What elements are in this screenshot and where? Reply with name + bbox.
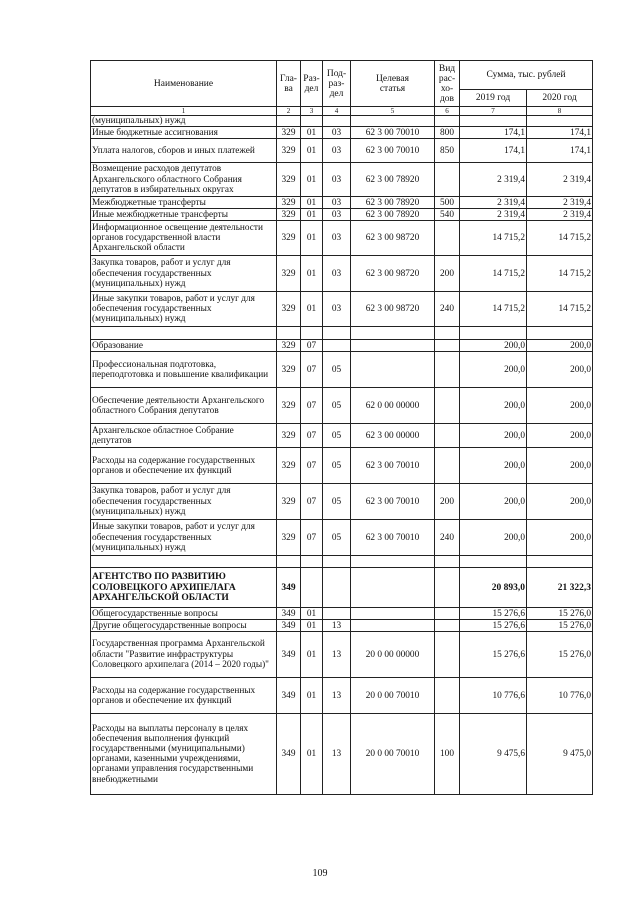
row-chapter bbox=[277, 327, 301, 340]
row-subsection: 03 bbox=[323, 292, 351, 327]
table-row bbox=[91, 424, 593, 448]
row-exptype: 240 bbox=[435, 292, 460, 327]
row-section bbox=[301, 556, 323, 568]
row-exptype bbox=[435, 568, 460, 608]
row-sum-2020 bbox=[527, 556, 593, 568]
row-chapter: 329 bbox=[277, 424, 301, 448]
row-target: 20 0 00 70010 bbox=[351, 678, 435, 714]
row-sum-2020: 200,0 bbox=[527, 352, 593, 388]
row-exptype bbox=[435, 116, 460, 127]
row-exptype bbox=[435, 556, 460, 568]
header-num: 4 bbox=[323, 107, 351, 116]
row-target bbox=[351, 556, 435, 568]
row-subsection bbox=[323, 568, 351, 608]
row-sum-2019: 200,0 bbox=[460, 424, 527, 448]
row-sum-2019: 15 276,6 bbox=[460, 608, 527, 620]
row-exptype: 800 bbox=[435, 127, 460, 139]
budget-table bbox=[90, 60, 593, 795]
row-section: 01 bbox=[301, 620, 323, 632]
row-subsection bbox=[323, 608, 351, 620]
row-exptype bbox=[435, 424, 460, 448]
row-section: 07 bbox=[301, 520, 323, 556]
row-name: Расходы на содержание государственных органов и обеспечение их функций bbox=[91, 678, 277, 714]
row-section: 01 bbox=[301, 608, 323, 620]
row-sum-2019 bbox=[460, 327, 527, 340]
row-section: 07 bbox=[301, 340, 323, 352]
header-num: 1 bbox=[91, 107, 277, 116]
row-exptype: 100 bbox=[435, 714, 460, 795]
row-chapter: 329 bbox=[277, 256, 301, 292]
row-subsection: 05 bbox=[323, 352, 351, 388]
row-target: 62 3 00 78920 bbox=[351, 197, 435, 209]
row-target bbox=[351, 327, 435, 340]
row-subsection: 03 bbox=[323, 139, 351, 163]
row-subsection: 13 bbox=[323, 632, 351, 678]
row-section: 01 bbox=[301, 221, 323, 256]
row-target bbox=[351, 608, 435, 620]
table-row bbox=[91, 127, 593, 139]
row-name: Возмещение расходов депутатов Архангельского областного Собрания депутатов в избирательных округах bbox=[91, 163, 277, 197]
header-section: Раз- дел bbox=[301, 61, 323, 107]
row-sum-2020 bbox=[527, 327, 593, 340]
row-sum-2020: 200,0 bbox=[527, 388, 593, 424]
row-chapter: 329 bbox=[277, 292, 301, 327]
header-2020: 2020 год bbox=[527, 90, 593, 107]
row-exptype: 240 bbox=[435, 520, 460, 556]
row-target: 62 3 00 00000 bbox=[351, 424, 435, 448]
row-name: Обеспечение деятельности Архангельского областного Собрания депутатов bbox=[91, 388, 277, 424]
table-row bbox=[91, 327, 593, 340]
row-subsection: 03 bbox=[323, 197, 351, 209]
header-num: 6 bbox=[435, 107, 460, 116]
table-row bbox=[91, 116, 593, 127]
row-sum-2020: 9 475,0 bbox=[527, 714, 593, 795]
row-target: 62 3 00 98720 bbox=[351, 221, 435, 256]
row-section bbox=[301, 116, 323, 127]
row-chapter: 329 bbox=[277, 388, 301, 424]
row-sum-2019: 200,0 bbox=[460, 340, 527, 352]
row-name: Профессиональная подготовка, переподготовка и повышение квалификации bbox=[91, 352, 277, 388]
row-sum-2019: 20 893,0 bbox=[460, 568, 527, 608]
row-target: 20 0 00 70010 bbox=[351, 714, 435, 795]
row-chapter: 329 bbox=[277, 139, 301, 163]
row-subsection: 05 bbox=[323, 424, 351, 448]
row-sum-2019: 200,0 bbox=[460, 520, 527, 556]
row-subsection: 05 bbox=[323, 484, 351, 520]
table-row bbox=[91, 608, 593, 620]
row-section: 01 bbox=[301, 678, 323, 714]
row-target: 62 3 00 70010 bbox=[351, 520, 435, 556]
row-target: 62 3 00 70010 bbox=[351, 448, 435, 484]
table-row bbox=[91, 256, 593, 292]
row-target: 62 3 00 70010 bbox=[351, 139, 435, 163]
row-section: 01 bbox=[301, 632, 323, 678]
row-sum-2020: 2 319,4 bbox=[527, 163, 593, 197]
row-chapter: 349 bbox=[277, 714, 301, 795]
row-sum-2020 bbox=[527, 116, 593, 127]
row-name: Иные межбюджетные трансферты bbox=[91, 209, 277, 221]
row-sum-2020: 2 319,4 bbox=[527, 209, 593, 221]
row-section: 01 bbox=[301, 139, 323, 163]
row-subsection: 13 bbox=[323, 620, 351, 632]
row-exptype bbox=[435, 448, 460, 484]
row-sum-2019: 200,0 bbox=[460, 448, 527, 484]
row-subsection: 05 bbox=[323, 448, 351, 484]
row-sum-2020: 14 715,2 bbox=[527, 292, 593, 327]
row-target: 62 3 00 78920 bbox=[351, 209, 435, 221]
row-exptype bbox=[435, 327, 460, 340]
row-section: 01 bbox=[301, 256, 323, 292]
row-section: 07 bbox=[301, 352, 323, 388]
row-sum-2019: 9 475,6 bbox=[460, 714, 527, 795]
row-sum-2020: 200,0 bbox=[527, 340, 593, 352]
row-name: Государственная программа Архангельской области "Развитие инфраструктуры Соловецкого архипелага (2014 – 2020 годы)" bbox=[91, 632, 277, 678]
row-name: Информационное освещение деятельности органов государственной власти Архангельской области bbox=[91, 221, 277, 256]
row-name: Иные бюджетные ассигнования bbox=[91, 127, 277, 139]
row-section: 07 bbox=[301, 448, 323, 484]
row-exptype bbox=[435, 221, 460, 256]
row-section bbox=[301, 568, 323, 608]
row-name: Образование bbox=[91, 340, 277, 352]
row-subsection bbox=[323, 340, 351, 352]
header-num: 2 bbox=[277, 107, 301, 116]
row-subsection: 13 bbox=[323, 714, 351, 795]
table-row bbox=[91, 388, 593, 424]
row-subsection: 03 bbox=[323, 127, 351, 139]
row-section: 01 bbox=[301, 209, 323, 221]
row-name: Иные закупки товаров, работ и услуг для обеспечения государственных (муниципальных) нужд bbox=[91, 520, 277, 556]
row-sum-2020: 174,1 bbox=[527, 127, 593, 139]
row-sum-2020: 15 276,0 bbox=[527, 632, 593, 678]
row-name: АГЕНТСТВО ПО РАЗВИТИЮ СОЛОВЕЦКОГО АРХИПЕЛАГА АРХАНГЕЛЬСКОЙ ОБЛАСТИ bbox=[91, 568, 277, 608]
row-chapter: 329 bbox=[277, 352, 301, 388]
row-chapter bbox=[277, 116, 301, 127]
row-sum-2019: 10 776,6 bbox=[460, 678, 527, 714]
row-target: 62 3 00 70010 bbox=[351, 484, 435, 520]
row-section: 01 bbox=[301, 163, 323, 197]
row-name: (муниципальных) нужд bbox=[91, 116, 277, 127]
row-subsection: 05 bbox=[323, 520, 351, 556]
table-row bbox=[91, 678, 593, 714]
table-row bbox=[91, 714, 593, 795]
row-exptype bbox=[435, 352, 460, 388]
header-target: Целевая статья bbox=[351, 61, 435, 107]
table-row bbox=[91, 209, 593, 221]
row-sum-2020: 15 276,0 bbox=[527, 620, 593, 632]
row-name: Межбюджетные трансферты bbox=[91, 197, 277, 209]
table-row bbox=[91, 352, 593, 388]
row-exptype bbox=[435, 388, 460, 424]
row-exptype: 500 bbox=[435, 197, 460, 209]
row-name: Расходы на содержание государственных органов и обеспечение их функций bbox=[91, 448, 277, 484]
row-chapter: 349 bbox=[277, 608, 301, 620]
row-subsection bbox=[323, 556, 351, 568]
table-row bbox=[91, 221, 593, 256]
row-chapter: 329 bbox=[277, 484, 301, 520]
table-row bbox=[91, 484, 593, 520]
row-section: 01 bbox=[301, 197, 323, 209]
row-chapter: 329 bbox=[277, 520, 301, 556]
table-row bbox=[91, 620, 593, 632]
row-section: 07 bbox=[301, 484, 323, 520]
row-exptype: 850 bbox=[435, 139, 460, 163]
row-sum-2020: 2 319,4 bbox=[527, 197, 593, 209]
header-name: Наименование bbox=[91, 61, 277, 107]
table-row bbox=[91, 448, 593, 484]
row-subsection: 05 bbox=[323, 388, 351, 424]
row-target bbox=[351, 568, 435, 608]
row-exptype bbox=[435, 163, 460, 197]
row-section: 07 bbox=[301, 388, 323, 424]
row-subsection: 03 bbox=[323, 209, 351, 221]
row-sum-2019 bbox=[460, 556, 527, 568]
header-num: 5 bbox=[351, 107, 435, 116]
row-name bbox=[91, 556, 277, 568]
row-target: 62 0 00 00000 bbox=[351, 388, 435, 424]
row-sum-2019: 2 319,4 bbox=[460, 209, 527, 221]
row-chapter: 329 bbox=[277, 209, 301, 221]
row-chapter bbox=[277, 556, 301, 568]
row-target: 20 0 00 00000 bbox=[351, 632, 435, 678]
table-row bbox=[91, 197, 593, 209]
row-chapter: 329 bbox=[277, 340, 301, 352]
row-sum-2020: 14 715,2 bbox=[527, 221, 593, 256]
header-2019: 2019 год bbox=[460, 90, 527, 107]
table-row bbox=[91, 556, 593, 568]
row-exptype bbox=[435, 608, 460, 620]
row-subsection: 13 bbox=[323, 678, 351, 714]
row-chapter: 329 bbox=[277, 127, 301, 139]
row-target bbox=[351, 620, 435, 632]
header-sum: Сумма, тыс. рублей bbox=[460, 61, 593, 90]
row-sum-2020: 200,0 bbox=[527, 424, 593, 448]
row-sum-2019: 200,0 bbox=[460, 484, 527, 520]
header-num: 3 bbox=[301, 107, 323, 116]
row-chapter: 329 bbox=[277, 197, 301, 209]
row-sum-2019: 14 715,2 bbox=[460, 292, 527, 327]
header-subsection: Под- раз- дел bbox=[323, 61, 351, 107]
row-target bbox=[351, 340, 435, 352]
row-name: Иные закупки товаров, работ и услуг для обеспечения государственных (муниципальных) нужд bbox=[91, 292, 277, 327]
table-row bbox=[91, 292, 593, 327]
row-sum-2019: 15 276,6 bbox=[460, 620, 527, 632]
row-section: 01 bbox=[301, 127, 323, 139]
row-section: 07 bbox=[301, 424, 323, 448]
row-chapter: 349 bbox=[277, 620, 301, 632]
row-sum-2020: 15 276,0 bbox=[527, 608, 593, 620]
table-body bbox=[91, 116, 593, 795]
header-exptype: Вид рас- хо- дов bbox=[435, 61, 460, 107]
row-sum-2019: 14 715,2 bbox=[460, 221, 527, 256]
row-exptype bbox=[435, 632, 460, 678]
row-subsection bbox=[323, 327, 351, 340]
row-chapter: 329 bbox=[277, 448, 301, 484]
row-subsection: 03 bbox=[323, 163, 351, 197]
row-sum-2019: 200,0 bbox=[460, 352, 527, 388]
page-number: 109 bbox=[312, 868, 328, 879]
row-exptype: 200 bbox=[435, 484, 460, 520]
row-subsection: 03 bbox=[323, 256, 351, 292]
row-sum-2019: 2 319,4 bbox=[460, 163, 527, 197]
row-name: Закупка товаров, работ и услуг для обеспечения государственных (муниципальных) нужд bbox=[91, 256, 277, 292]
row-chapter: 349 bbox=[277, 678, 301, 714]
row-target: 62 3 00 98720 bbox=[351, 256, 435, 292]
row-name: Общегосударственные вопросы bbox=[91, 608, 277, 620]
row-target bbox=[351, 352, 435, 388]
row-target: 62 3 00 98720 bbox=[351, 292, 435, 327]
row-section: 01 bbox=[301, 292, 323, 327]
row-exptype: 540 bbox=[435, 209, 460, 221]
row-exptype: 200 bbox=[435, 256, 460, 292]
row-target: 62 3 00 78920 bbox=[351, 163, 435, 197]
row-subsection bbox=[323, 116, 351, 127]
row-name: Уплата налогов, сборов и иных платежей bbox=[91, 139, 277, 163]
table-row bbox=[91, 632, 593, 678]
row-subsection: 03 bbox=[323, 221, 351, 256]
row-section bbox=[301, 327, 323, 340]
header-num: 8 bbox=[527, 107, 593, 116]
row-exptype bbox=[435, 340, 460, 352]
table-row bbox=[91, 568, 593, 608]
row-sum-2019: 14 715,2 bbox=[460, 256, 527, 292]
row-name bbox=[91, 327, 277, 340]
row-target: 62 3 00 70010 bbox=[351, 127, 435, 139]
table-row bbox=[91, 520, 593, 556]
table-row bbox=[91, 340, 593, 352]
table-header bbox=[91, 61, 593, 116]
row-exptype bbox=[435, 678, 460, 714]
row-sum-2019: 174,1 bbox=[460, 127, 527, 139]
row-sum-2020: 200,0 bbox=[527, 448, 593, 484]
row-name: Другие общегосударственные вопросы bbox=[91, 620, 277, 632]
header-num: 7 bbox=[460, 107, 527, 116]
row-name: Расходы на выплаты персоналу в целях обеспечения выполнения функций государственными (муниципальными) органами, казенными учреждениями, органами управления государственными внебюджетными bbox=[91, 714, 277, 795]
row-sum-2020: 200,0 bbox=[527, 484, 593, 520]
row-chapter: 349 bbox=[277, 568, 301, 608]
table-row bbox=[91, 139, 593, 163]
row-name: Архангельское областное Собрание депутатов bbox=[91, 424, 277, 448]
row-sum-2019: 2 319,4 bbox=[460, 197, 527, 209]
row-sum-2019: 15 276,6 bbox=[460, 632, 527, 678]
row-sum-2020: 10 776,0 bbox=[527, 678, 593, 714]
row-sum-2020: 21 322,3 bbox=[527, 568, 593, 608]
row-name: Закупка товаров, работ и услуг для обеспечения государственных (муниципальных) нужд bbox=[91, 484, 277, 520]
row-sum-2020: 200,0 bbox=[527, 520, 593, 556]
row-chapter: 329 bbox=[277, 221, 301, 256]
row-target bbox=[351, 116, 435, 127]
row-sum-2019 bbox=[460, 116, 527, 127]
row-sum-2019: 174,1 bbox=[460, 139, 527, 163]
row-sum-2020: 174,1 bbox=[527, 139, 593, 163]
header-chapter: Гла- ва bbox=[277, 61, 301, 107]
row-exptype bbox=[435, 620, 460, 632]
row-chapter: 349 bbox=[277, 632, 301, 678]
row-sum-2020: 14 715,2 bbox=[527, 256, 593, 292]
row-chapter: 329 bbox=[277, 163, 301, 197]
table-row bbox=[91, 163, 593, 197]
row-sum-2019: 200,0 bbox=[460, 388, 527, 424]
row-section: 01 bbox=[301, 714, 323, 795]
